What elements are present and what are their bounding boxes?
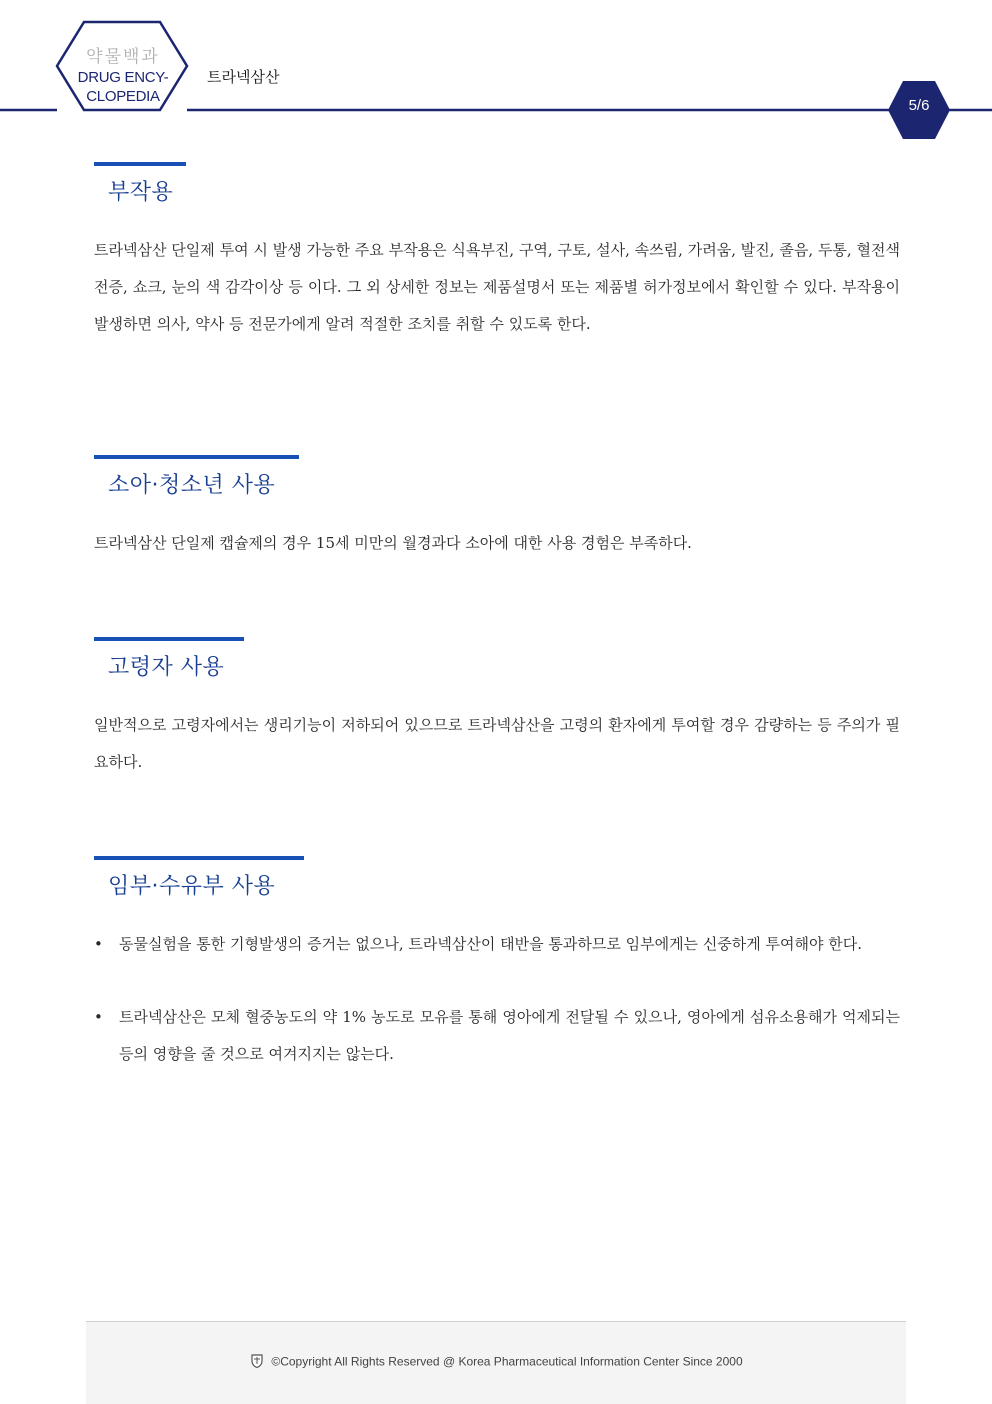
section-bar (94, 162, 186, 166)
bullet-icon: • (94, 1008, 103, 1026)
kpic-crest-icon (249, 1353, 265, 1372)
footer-text: ©Copyright All Rights Reserved @ Korea Pharmaceutical Information Center Since 2000 (271, 1354, 743, 1369)
logo-english: DRUG ENCY- CLOPEDIA (77, 69, 169, 105)
section-pregnancy-lactation-use (94, 856, 900, 1073)
section-bar (94, 637, 244, 641)
bullet-item (94, 999, 900, 1073)
section-bar (94, 856, 304, 860)
section-paragraph: 트라넥삼산 단일제 캡슐제의 경우 15세 미만의 월경과다 소아에 대한 사용 경험은 부족하다. (94, 534, 692, 552)
logo-korean: 약물백과 (86, 47, 160, 67)
section-title: 임부·수유부 사용 (108, 874, 276, 899)
bullet-icon: • (94, 935, 103, 953)
section-bar (94, 455, 299, 459)
section-pediatric-use (94, 455, 900, 562)
section-elderly-use (94, 637, 900, 781)
bullet-text: 동물실험을 통한 기형발생의 증거는 없으나, 트라넥삼산이 태반을 통과하므로 임부에게는 신중하게 투여해야 한다. (119, 935, 863, 953)
section-title: 고령자 사용 (108, 655, 225, 680)
footer-copyright (86, 1353, 906, 1372)
bullet-text: 트라넥삼산은 모체 혈중농도의 약 1% 농도로 모유를 통해 영아에게 전달될 수 있으나, 영아에게 섬유소용해가 억제되는 등의 영향을 줄 것으로 여겨지지는 않는다. (119, 1008, 900, 1063)
section-title: 부작용 (108, 180, 174, 205)
bullet-item (94, 926, 900, 963)
page-number: 5/6 (908, 97, 930, 114)
section-title: 소아·청소년 사용 (108, 473, 276, 498)
section-paragraph: 트라넥삼산 단일제 투여 시 발생 가능한 주요 부작용은 식욕부진, 구역, 구토, 설사, 속쓰림, 가려움, 발진, 졸음, 두통, 혈전색전증, 쇼크, 눈의 색 감각이상 등 이다. 그 외 상세한 정보는 제품설명서 또는 제품별 허가정보에서 확인할 수 있다. 부작용이 발생하면 의사, 약사 등 전문가에게 알려 적절한 조치를 취할 수 있도록 한다. (94, 241, 900, 333)
section-side-effects (94, 162, 900, 343)
footer (86, 1321, 906, 1404)
document-title: 트라넥삼산 (207, 68, 280, 86)
section-paragraph: 일반적으로 고령자에서는 생리기능이 저하되어 있으므로 트라넥삼산을 고령의 환자에게 투여할 경우 감량하는 등 주의가 필요하다. (94, 716, 900, 771)
